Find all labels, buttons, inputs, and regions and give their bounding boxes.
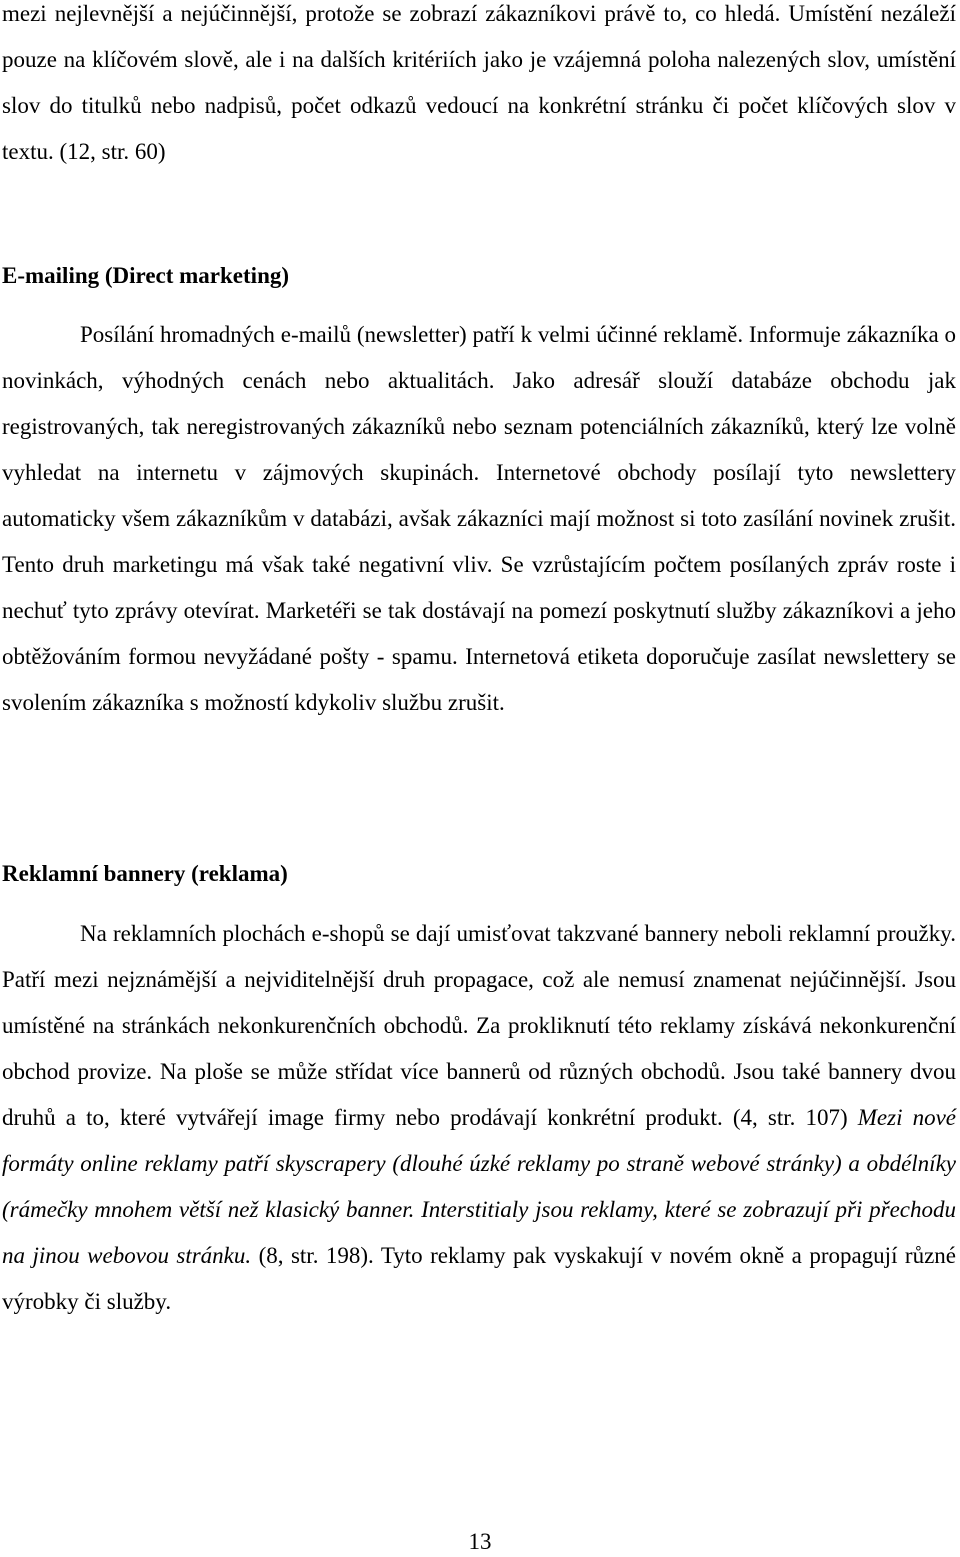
banners-text-italic: Mezi nové formáty online reklamy patří skyscrapery (dlouhé úzké reklamy po straně webové stránky) a obdélníky (rámečky mnohem větší než klasický banner. Interstitialy jsou reklamy, které se zobrazují při přechodu na jinou webovou stránku. (2, 1105, 956, 1268)
banners-paragraph (2, 911, 956, 1325)
emailing-heading: E-mailing (Direct marketing) (2, 263, 290, 288)
banners-text-part1: Na reklamních plochách e-shopů se dají umisťovat takzvané bannery neboli reklamní proužky. Patří mezi nejznámější a nejviditelnější druh propagace, což ale nemusí znamenat nejúčinnější. Jsou umístěné na stránkách nekonkurenčních obchodů. Za prokliknutí této reklamy získává nekonkurenční obchod provize. Na ploše se může střídat více bannerů od různých obchodů. Jsou také bannery dvou druhů a to, které vytvářejí image firmy nebo prodávají konkrétní produkt. (4, str. 107) (2, 921, 956, 1130)
banners-heading: Reklamní bannery (reklama) (2, 861, 288, 886)
emailing-paragraph: Posílání hromadných e-mailů (newsletter) patří k velmi účinné reklamě. Informuje zákazníka o novinkách, výhodných cenách nebo aktualitách. Jako adresář slouží databáze obchodu jak registrovaných, tak neregistrovaných zákazníků nebo seznam potenciálních zákazníků, který lze volně vyhledat na internetu v zájmových skupinách. Internetové obchody posílají tyto newslettery automaticky všem zákazníkům v databázi, avšak zákazníci mají možnost si toto zasílání novinek zrušit. Tento druh marketingu má však také negativní vliv. Se vzrůstajícím počtem posílaných zpráv roste i nechuť tyto zprávy otevírat. Marketéři se tak dostávají na pomezí poskytnutí služby zákazníkovi a jeho obtěžováním formou nevyžádané pošty - spamu. Internetová etiketa doporučuje zasílat newslettery se svolením zákazníka s možností kdykoliv službu zrušit. (2, 322, 956, 715)
banners-text-part2: (8, str. 198). Tyto reklamy pak vyskakují v novém okně a propagují různé výrobky či služby. (2, 1243, 956, 1314)
seo-paragraph: mezi nejlevnější a nejúčinnější, protože se zobrazí zákazníkovi právě to, co hledá. Umístění nezáleží pouze na klíčovém slově, ale i na dalších kritériích jako je vzájemná poloha nalezených slov, umístění slov do titulků nebo nadpisů, počet odkazů vedoucí na konkrétní stránku či počet klíčových slov v textu. (12, str. 60) (2, 1, 956, 164)
page-number: 13 (468, 1529, 492, 1554)
